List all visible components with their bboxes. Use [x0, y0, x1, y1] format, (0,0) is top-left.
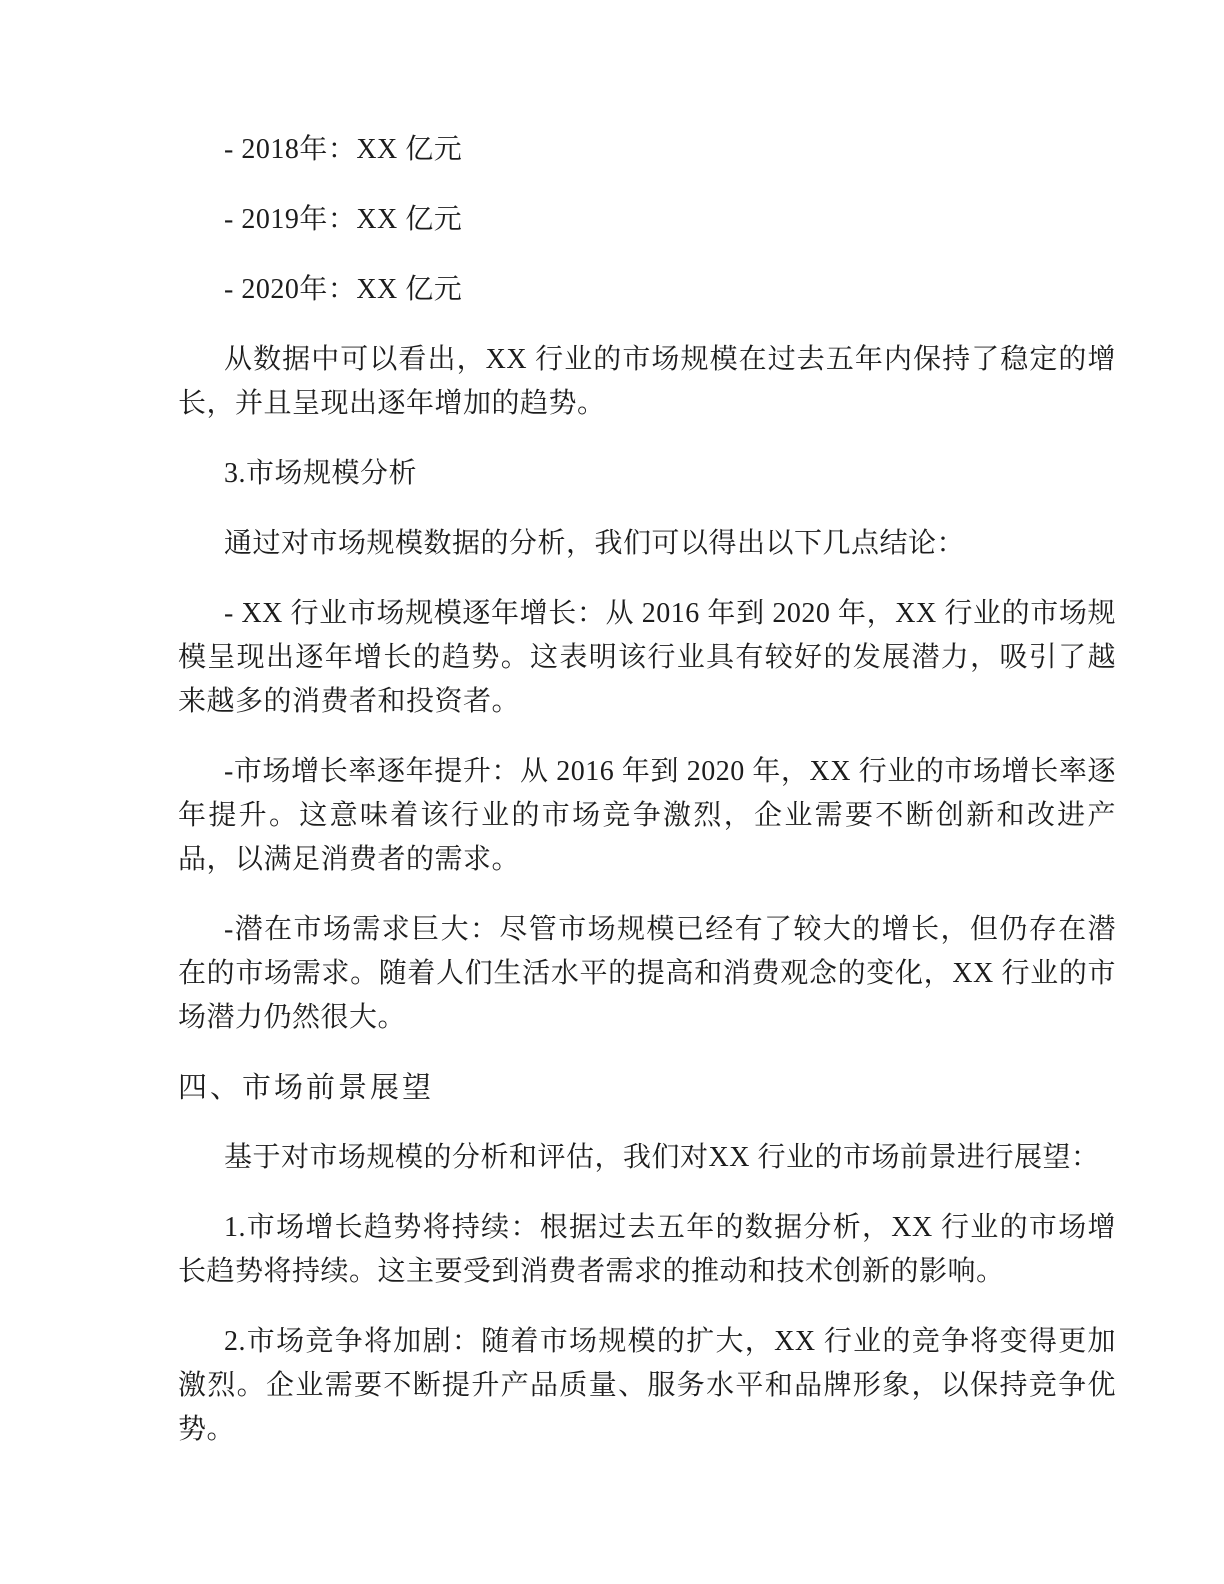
- list-item-2020: - 2020年：XX 亿元: [224, 274, 463, 305]
- list-item-2018: - 2018年：XX 亿元: [224, 134, 463, 165]
- numbered-item-competition-intensifies: 2.市场竞争将加剧：随着市场规模的扩大，XX 行业的竞争将变得更加激烈。企业需要不断提升产品质量、服务水平和品牌形象，以保持竞争优势。: [178, 1326, 1116, 1445]
- numbered-item-growth-continues: 1.市场增长趋势将持续：根据过去五年的数据分析，XX 行业的市场增长趋势将持续。这主要受到消费者需求的推动和技术创新的影响。: [178, 1212, 1116, 1287]
- paragraph-conclusions-intro: 通过对市场规模数据的分析，我们可以得出以下几点结论：: [224, 528, 966, 559]
- paragraph-data-summary: 从数据中可以看出，XX 行业的市场规模在过去五年内保持了稳定的增长，并且呈现出逐年增加的趋势。: [178, 344, 1116, 419]
- list-paragraph-growth-rate: -市场增长率逐年提升：从 2016 年到 2020 年，XX 行业的市场增长率逐年提升。这意味着该行业的市场竞争激烈，企业需要不断创新和改进产品，以满足消费者的需求。: [178, 756, 1116, 875]
- list-paragraph-potential-demand: -潜在市场需求巨大：尽管市场规模已经有了较大的增长，但仍存在潜在的市场需求。随着人们生活水平的提高和消费观念的变化，XX 行业的市场潜力仍然很大。: [178, 914, 1116, 1033]
- list-item-2019: - 2019年：XX 亿元: [224, 204, 463, 235]
- list-paragraph-growth: - XX 行业市场规模逐年增长：从 2016 年到 2020 年，XX 行业的市场规模呈现出逐年增长的趋势。这表明该行业具有较好的发展潜力，吸引了越来越多的消费者和投资者。: [178, 598, 1116, 717]
- subheading-market-size-analysis: 3.市场规模分析: [224, 458, 418, 489]
- section-heading-market-outlook: 四、市场前景展望: [178, 1072, 435, 1104]
- paragraph-outlook-intro: 基于对市场规模的分析和评估，我们对XX 行业的市场前景进行展望：: [224, 1142, 1100, 1173]
